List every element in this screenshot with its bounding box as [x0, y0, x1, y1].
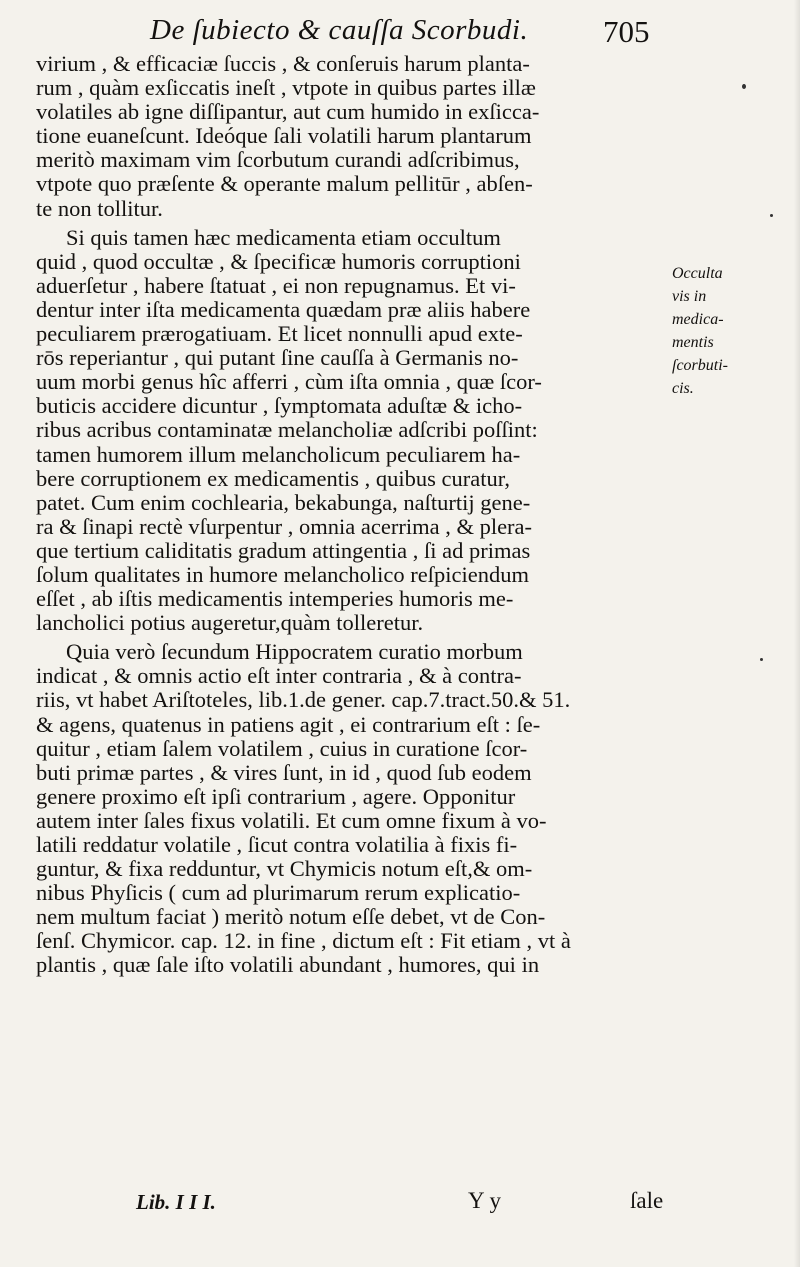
text-line: patet. Cum enim cochlearia, bekabunga, naſturtij gene- [36, 490, 531, 515]
margin-note-line: cis. [672, 380, 694, 397]
text-line: quitur , etiam ſalem volatilem , cuius in curatione ſcor- [36, 736, 528, 761]
text-line: lancholici potius augeretur,quàm tolleretur. [36, 611, 424, 636]
text-line: virium , & efficaciæ ſuccis , & conſeruis harum planta- [36, 52, 530, 76]
running-head: De ſubiecto & cauſſa Scorbudi. [150, 14, 529, 46]
text-line: tamen humorem illum melancholicum peculiarem ha- [36, 442, 521, 467]
footer-signature: Lib. I I I. [136, 1190, 216, 1214]
text-line: genere proximo eſt ipſi contrarium , agere. Opponitur [36, 784, 516, 809]
text-line: buti primæ partes , & vires ſunt, in id , quod ſub eodem [36, 760, 532, 785]
text-line: vtpote quo præſente & operante malum pellitūr , abſen- [36, 172, 533, 197]
text-line: indicat , & omnis actio eſt inter contraria , & à contra- [36, 664, 522, 689]
page-number: 705 [603, 14, 650, 49]
text-line: riis, vt habet Ariſtoteles, lib.1.de gener. cap.7.tract.50.& 51. [36, 688, 571, 713]
text-line: bere corruptionem ex medicamentis , quibus curatur, [36, 466, 510, 491]
text-line: nibus Phyſicis ( cum ad plurimarum rerum explicatio- [36, 881, 521, 906]
text-line: volatiles ab igne diſſipantur, aut cum humido in exſicca- [36, 100, 540, 125]
margin-note-line: vis in [672, 288, 707, 305]
text-line: latili reddatur volatile , ſicut contra volatilia à fixis fi- [36, 833, 518, 857]
margin-note-line: medica- [672, 311, 724, 328]
text-line: peculiarem prærogatiuam. Et licet nonnulli apud exte- [36, 322, 523, 347]
text-line: ſolum qualitates in humore melancholico reſpiciendum [36, 562, 529, 587]
text-line: ſenſ. Chymicor. cap. 12. in fine , dictum eſt : Fit etiam , vt à [36, 929, 571, 954]
text-line: eſſet , ab iſtis medicamentis intemperies humoris me- [36, 587, 514, 612]
text-line: guntur, & fixa redduntur, vt Chymicis notum eſt,& om- [36, 857, 533, 882]
text-line: & agens, quatenus in patiens agit , ei contrarium eſt : ſe- [36, 712, 541, 737]
margin-note-line: ſcorbuti- [672, 357, 728, 374]
text-line: uum morbi genus hîc afferri , cùm iſta omnia , quæ ſcor- [36, 370, 542, 395]
text-line: meritò maximam vim ſcorbutum curandi adſcribimus, [36, 148, 520, 173]
catchword: ſale [630, 1188, 664, 1213]
text-line: tione euaneſcunt. Ideóque ſali volatili harum plantarum [36, 124, 532, 149]
text-line: aduerſetur , habere ſtatuat , ei non repugnamus. Et vi- [36, 273, 516, 298]
text-line: plantis , quæ ſale iſto volatili abundant , humores, qui in [36, 953, 540, 978]
text-line: ra & ſinapi rectè vſurpentur , omnia acerrima , & plera- [36, 514, 533, 539]
paragraph-start-line: Si quis tamen hæc medicamenta etiam occultum [66, 225, 501, 250]
text-line: ribus acribus contaminatæ melancholiæ adſcribi poſſint: [36, 418, 538, 443]
quire-mark: Y y [468, 1188, 502, 1213]
text-line: nem multum faciat ) meritò notum eſſe debet, vt de Con- [36, 905, 546, 930]
text-line: rum , quàm exſiccatis ineſt , vtpote in quibus partes illæ [36, 76, 536, 101]
text-line: buticis accidere dicuntur , ſymptomata aduſtæ & icho- [36, 394, 523, 419]
text-line: rōs reperiantur , qui putant ſine cauſſa à Germanis no- [36, 346, 519, 371]
margin-note-line: mentis [672, 334, 714, 351]
ink-speck [742, 84, 746, 89]
text-line: quid , quod occultæ , & ſpecificæ humoris corruptioni [36, 249, 521, 274]
paragraph-start-line: Quia verò ſecundum Hippocratem curatio morbum [66, 640, 523, 665]
text-line: que tertium caliditatis gradum attingentia , ſi ad primas [36, 538, 531, 563]
body-text [36, 52, 666, 978]
text-line: autem inter ſales fixus volatili. Et cum omne fixum à vo- [36, 808, 547, 833]
ink-speck [760, 658, 763, 661]
text-line: dentur inter iſta medicamenta quædam præ aliis habere [36, 297, 531, 322]
ink-speck [770, 214, 773, 217]
page-edge-shadow [794, 0, 800, 1267]
text-line: te non tollitur. [36, 196, 163, 221]
margin-note [672, 262, 797, 400]
margin-note-line: Occulta [672, 265, 723, 282]
